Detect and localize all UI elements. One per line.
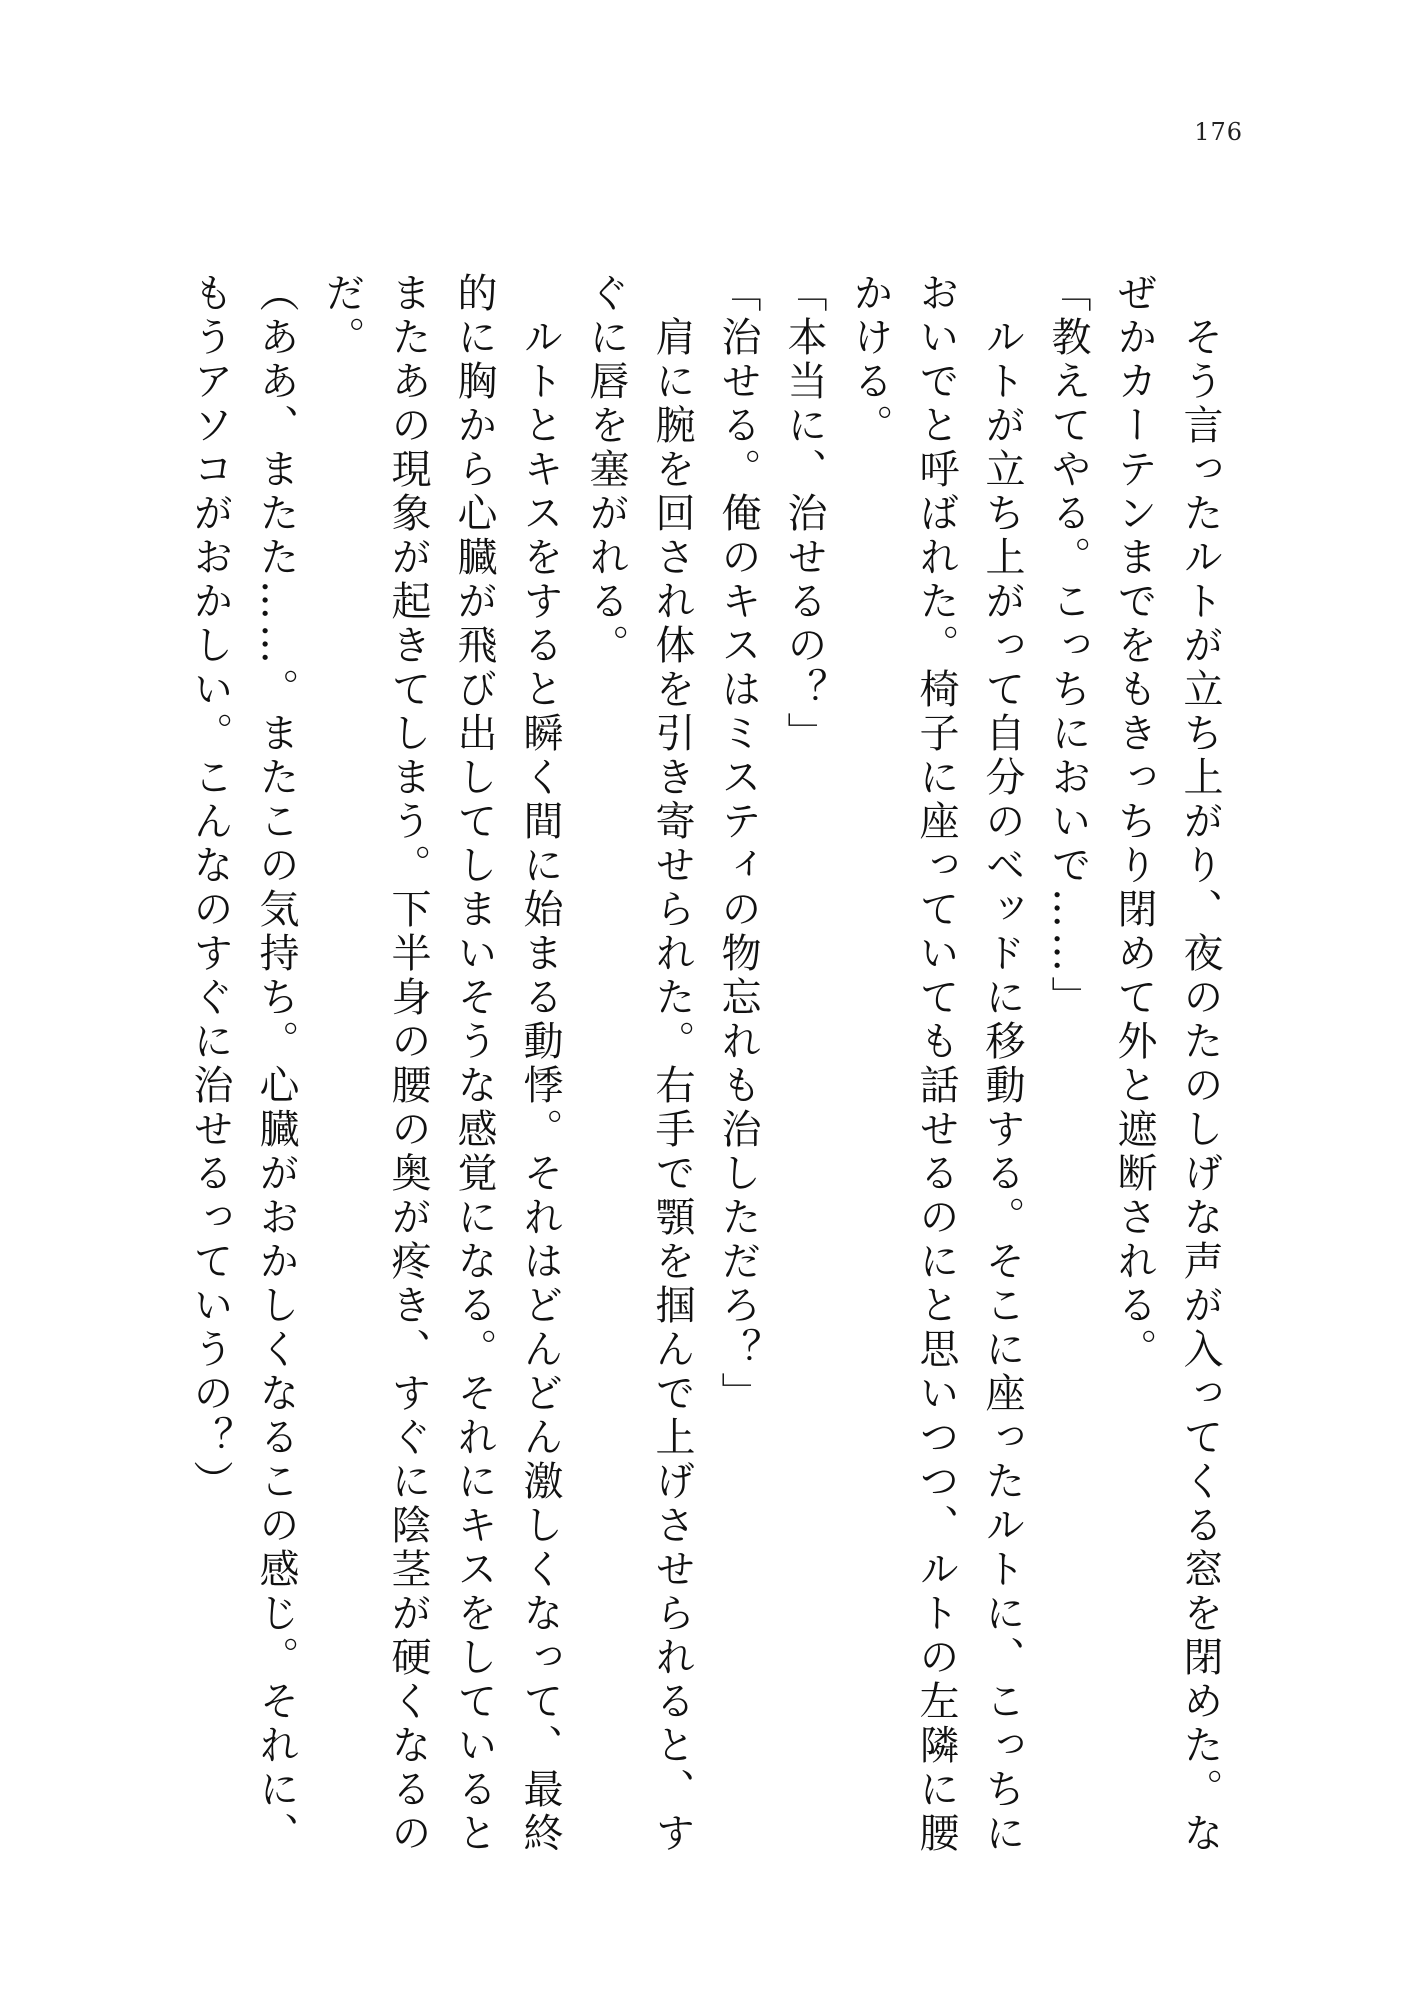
vertical-text-body xyxy=(173,272,1233,1872)
paragraph: 肩に腕を回され体を引き寄せられた。右手で顎を掴んで上げさせられると、すぐに唇を塞がれる。 xyxy=(583,272,695,1856)
dialogue-line: 「教えてやる。こっちにおいで……」 xyxy=(1045,272,1091,1020)
inner-monologue: （ああ、またた……。またこの気持ち。心臓がおかしくなるこの感じ。それに、もうアソコがおかしい。こんなのすぐに治せるっていうの？） xyxy=(187,272,299,1856)
dialogue-line: 「治せる。俺のキスはミスティの物忘れも治しただろ？」 xyxy=(715,272,761,1416)
paragraph: そう言ったルトが立ち上がり、夜のたのしげな声が入ってくる窓を閉めた。なぜかカーテンまでをもきっちり閉めて外と遮断される。 xyxy=(1111,272,1223,1856)
dialogue-line: 「本当に、治せるの？」 xyxy=(781,272,827,756)
paragraph: ルトが立ち上がって自分のベッドに移動する。そこに座ったルトに、こっちにおいでと呼ばれた。椅子に座っていても話せるのにと思いつつ、ルトの左隣に腰かける。 xyxy=(847,272,1025,1856)
page-number: 176 xyxy=(1194,118,1243,146)
paragraph: ルトとキスをすると瞬く間に始まる動悸。それはどんどん激しくなって、最終的に胸から心臓が飛び出してしまいそうな感覚になる。それにキスをしているとまたあの現象が起きてしまう。下半身の腰の奥が疼き、すぐに陰茎が硬くなるのだ。 xyxy=(319,272,563,1856)
